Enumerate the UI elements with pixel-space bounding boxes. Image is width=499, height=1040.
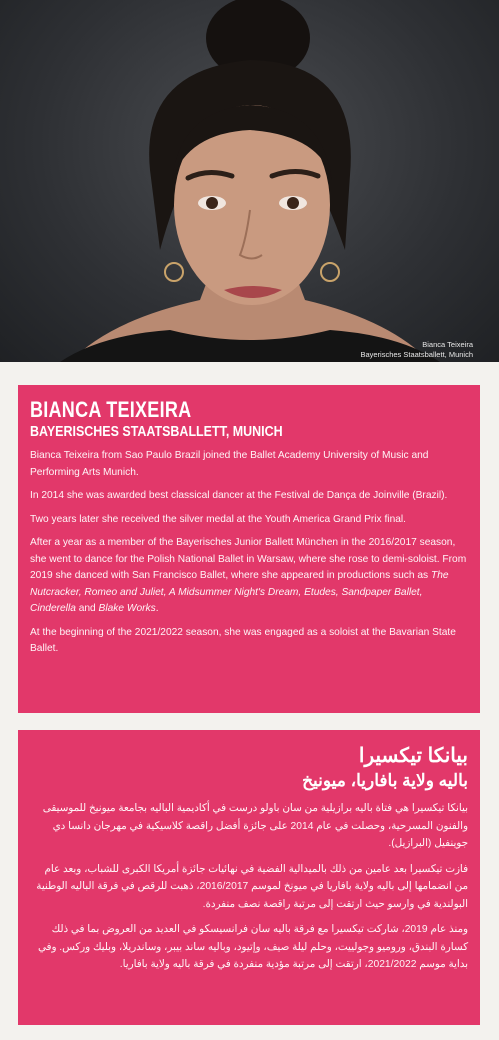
english-bio-card [18,385,480,713]
bio-p4-end: . [155,603,159,614]
company-name-en: BAYERISCHES STAATSBALLETT, MUNICH [30,424,283,440]
bio-paragraph-5: At the beginning of the 2021/2022 season, she was engaged as a soloist at the Bavarian State Ballet. [30,626,456,654]
portrait-illustration [0,0,499,362]
company-name-ar: باليه ولاية بافاريا، ميونيخ [302,771,468,790]
photo-caption [360,340,473,360]
caption-name: Bianca Teixeira [422,340,473,349]
bio-paragraph-ar-2: فازت تيكسيرا بعد عامين من ذلك بالميدالية الفضية في نهائيات جائزة أمريكا الكبرى للشباب، وبعد عام من انضمامها إلى باليه ولاية بافاريا في ميونخ لموسم 2016/2017، ذهبت للرقص في فرقة الباليه الوطنية البولندية في وارسو حيث ارتقت إلى مرتبة راقصة نصف منفردة. [36,863,468,910]
bio-p4-and: and [75,603,99,614]
arabic-bio-card [18,730,480,1025]
dancer-name-ar: بيانكا تيكسيرا [358,745,468,767]
portrait-photo [0,0,499,362]
bio-p4-works-last: Blake Works [98,603,156,614]
bio-paragraph-ar-1: بيانكا تيكسيرا هي فتاة باليه برازيلية من سان باولو درست في أكاديمية الباليه بجامعة ميونيخ للموسيقى والفنون المسرحية، وحصلت في عام 2014 على جائزة أفضل راقصة كلاسيكية في مهرجان دانسا دي جوينفيل (البرازيل). [42,803,468,849]
bio-paragraph-ar-3: ومنذ عام 2019، شاركت تيكسيرا مع فرقة باليه سان فرانسيسكو في العديد من العروض بما في ذلك كسارة البندق، وروميو وجولييت، وحلم ليلة صيف، وإتيود، وباليه ساند بيبر، وساندريلا، وبليك وركس. وفي بداية موسم 2021/2022، ارتقت إلى مرتبة مؤدية منفردة في فرقة باليه ولاية بافاريا. [37,924,468,970]
dancer-name-en: BIANCA TEIXEIRA [30,397,192,422]
bio-p4-works: The Nutcracker, Romeo and Juliet, A Midsummer Night's Dream, Etudes, Sandpaper Ballet, Cinderella [30,570,449,614]
bio-paragraph-4 [30,535,468,618]
bio-paragraph-2: In 2014 she was awarded best classical dancer at the Festival de Dança de Joinville (Brazil). [30,490,448,501]
caption-company: Bayerisches Staatsballett, Munich [360,350,473,359]
bio-paragraph-3: Two years later she received the silver medal at the Youth America Grand Prix final. [30,513,406,525]
bio-p4-intro: After a year as a member of the Bayerisches Junior Ballett München in the 2016/2017 season, she went to dance for the Polish National Ballet in Warsaw, where she rose to demi-soloist. From 2019 she danced with San Francisco Ballet, where she appeared in productions such as [30,537,467,581]
bio-paragraph-1: Bianca Teixeira from Sao Paulo Brazil joined the Ballet Academy University of Music and Performing Arts Munich. [30,450,429,478]
